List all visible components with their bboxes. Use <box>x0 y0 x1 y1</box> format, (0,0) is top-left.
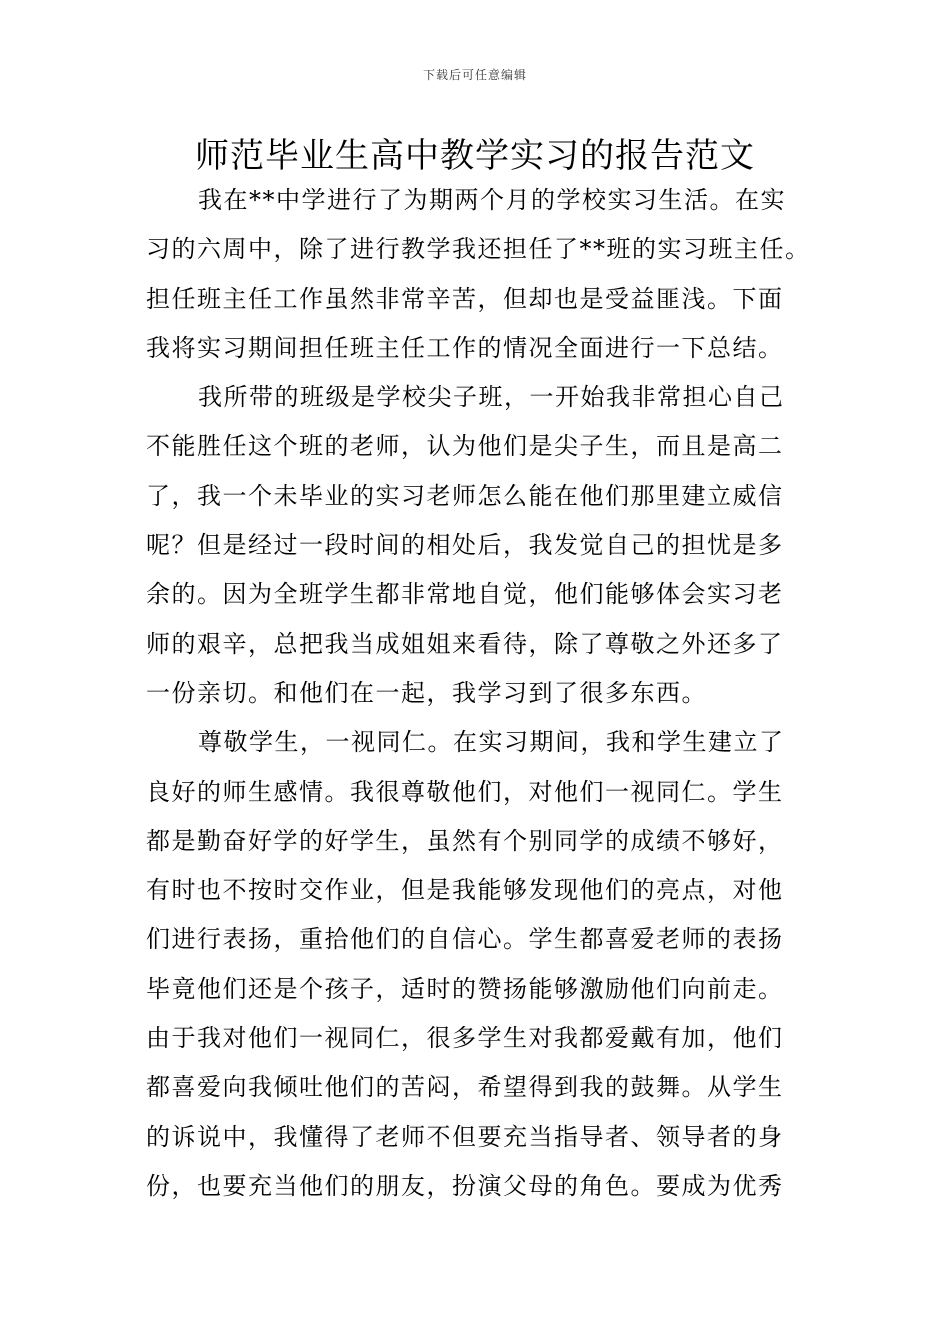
paragraph-line: 呢？但是经过一段时间的相处后，我发觉自己的担忧是多 <box>146 531 784 560</box>
document-title: 师范毕业生高中教学实习的报告范文 <box>195 136 755 176</box>
paragraph-line: 我所带的班级是学校尖子班，一开始我非常担心自己 <box>198 383 785 412</box>
paragraph-line: 都是勤奋好学的好学生，虽然有个别同学的成绩不够好， <box>146 826 784 855</box>
paragraph-line: 份，也要充当他们的朋友，扮演父母的角色。要成为优秀 <box>146 1171 784 1200</box>
paragraph-line: 担任班主任工作虽然非常辛苦，但却也是受益匪浅。下面 <box>146 284 784 313</box>
paragraph-line: 余的。因为全班学生都非常地自觉，他们能够体会实习老 <box>146 580 784 609</box>
paragraph-line: 都喜爱向我倾吐他们的苦闷，希望得到我的鼓舞。从学生 <box>146 1073 784 1102</box>
document-body <box>146 176 826 1211</box>
paragraph-line: 一份亲切。和他们在一起，我学习到了很多东西。 <box>146 678 707 707</box>
paragraph-line: 的诉说中，我懂得了老师不但要充当指导者、领导者的身 <box>146 1122 784 1151</box>
paragraph-line: 们进行表扬，重拾他们的自信心。学生都喜爱老师的表扬 <box>146 925 784 954</box>
paragraph-line: 我在**中学进行了为期两个月的学校实习生活。在实 <box>198 186 786 214</box>
paragraph-line: 毕竟他们还是个孩子，适时的赞扬能够激励他们向前走。 <box>146 974 784 1003</box>
paragraph-line: 良好的师生感情。我很尊敬他们，对他们一视同仁。学生 <box>146 777 784 806</box>
paragraph-line: 了，我一个未毕业的实习老师怎么能在他们那里建立威信 <box>146 481 784 510</box>
paragraph-line: 尊敬学生，一视同仁。在实习期间，我和学生建立了 <box>198 728 785 757</box>
paragraph-line: 有时也不按时交作业，但是我能够发现他们的亮点，对他 <box>146 876 784 905</box>
paragraph-line: 由于我对他们一视同仁，很多学生对我都爱戴有加，他们 <box>146 1024 784 1053</box>
paragraph-line: 我将实习期间担任班主任工作的情况全面进行一下总结。 <box>146 333 784 362</box>
paragraph-line: 不能胜任这个班的老师，认为他们是尖子生，而且是高二 <box>146 432 784 461</box>
header-note: 下载后可任意编辑 <box>422 68 527 82</box>
paragraph-line: 师的艰辛，总把我当成姐姐来看待，除了尊敬之外还多了 <box>146 629 784 658</box>
paragraph-line: 习的六周中，除了进行教学我还担任了**班的实习班主任。 <box>146 235 811 264</box>
